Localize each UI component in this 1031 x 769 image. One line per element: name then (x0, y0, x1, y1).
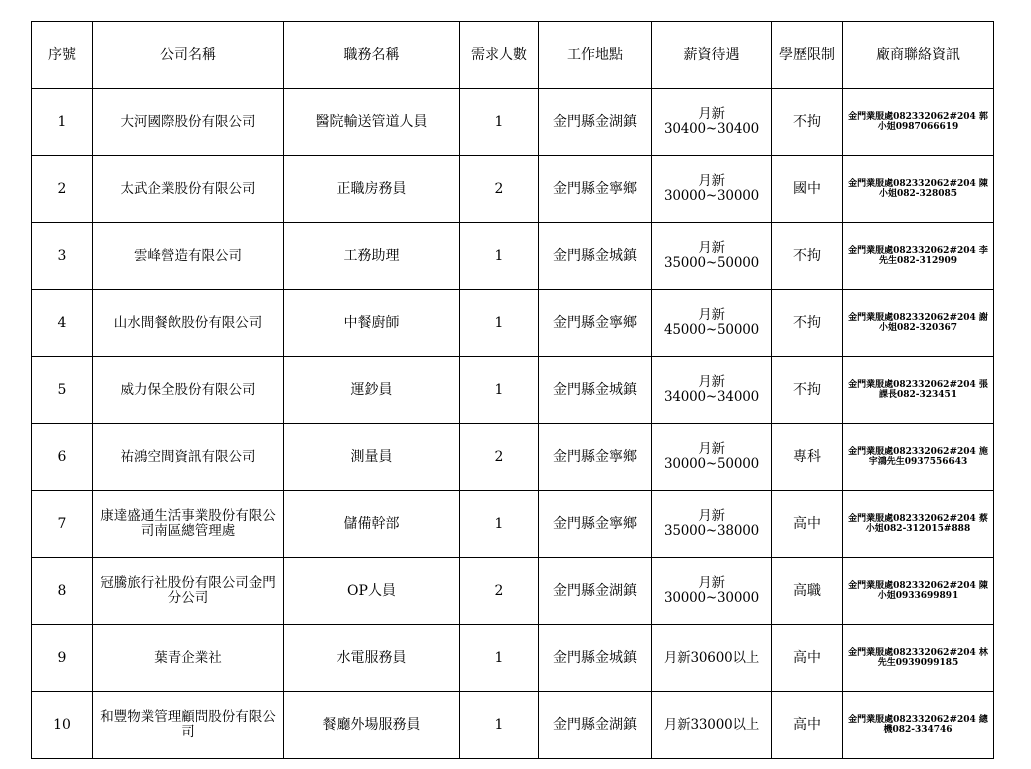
cell-no: 3 (32, 223, 93, 290)
header-position: 職務名稱 (284, 22, 460, 89)
cell-location: 金門縣金湖鎮 (539, 558, 652, 625)
cell-contact: 金門業服處082332062#204 陳小姐0933699891 (843, 558, 994, 625)
cell-salary: 月新34000~34000 (652, 357, 772, 424)
cell-no: 7 (32, 491, 93, 558)
header-headcount: 需求人數 (460, 22, 539, 89)
cell-no: 8 (32, 558, 93, 625)
cell-contact: 金門業服處082332062#204 林先生0939099185 (843, 625, 994, 692)
cell-location: 金門縣金城鎮 (539, 357, 652, 424)
cell-company: 雲峰營造有限公司 (93, 223, 284, 290)
cell-contact: 金門業服處082332062#204 陳小姐082-328085 (843, 156, 994, 223)
cell-education: 不拘 (772, 290, 843, 357)
cell-position: 餐廳外場服務員 (284, 692, 460, 759)
cell-no: 10 (32, 692, 93, 759)
cell-contact: 金門業服處082332062#204 謝小姐082-320367 (843, 290, 994, 357)
header-company: 公司名稱 (93, 22, 284, 89)
cell-headcount: 1 (460, 290, 539, 357)
table-row (32, 223, 994, 290)
cell-no: 5 (32, 357, 93, 424)
cell-salary: 月新30400~30400 (652, 89, 772, 156)
table-row (32, 491, 994, 558)
cell-headcount: 1 (460, 625, 539, 692)
cell-salary: 月新30000~30000 (652, 558, 772, 625)
cell-education: 高中 (772, 491, 843, 558)
cell-company: 太武企業股份有限公司 (93, 156, 284, 223)
cell-position: OP人員 (284, 558, 460, 625)
cell-salary: 月新35000~38000 (652, 491, 772, 558)
cell-education: 國中 (772, 156, 843, 223)
cell-company: 康達盛通生活事業股份有限公司南區總管理處 (93, 491, 284, 558)
cell-company: 大河國際股份有限公司 (93, 89, 284, 156)
cell-position: 正職房務員 (284, 156, 460, 223)
cell-no: 4 (32, 290, 93, 357)
cell-company: 山水間餐飲股份有限公司 (93, 290, 284, 357)
cell-headcount: 1 (460, 357, 539, 424)
header-location: 工作地點 (539, 22, 652, 89)
header-no: 序號 (32, 22, 93, 89)
cell-position: 運鈔員 (284, 357, 460, 424)
table-row (32, 156, 994, 223)
header-salary: 薪資待遇 (652, 22, 772, 89)
table-row (32, 692, 994, 759)
cell-education: 不拘 (772, 89, 843, 156)
cell-location: 金門縣金寧鄉 (539, 156, 652, 223)
cell-contact: 金門業服處082332062#204 施宇鴻先生0937556643 (843, 424, 994, 491)
cell-no: 2 (32, 156, 93, 223)
cell-headcount: 1 (460, 692, 539, 759)
table-row (32, 89, 994, 156)
cell-location: 金門縣金湖鎮 (539, 692, 652, 759)
cell-position: 中餐廚師 (284, 290, 460, 357)
table-row (32, 558, 994, 625)
cell-salary: 月新30000~50000 (652, 424, 772, 491)
cell-location: 金門縣金寧鄉 (539, 290, 652, 357)
cell-no: 6 (32, 424, 93, 491)
table-row (32, 357, 994, 424)
cell-location: 金門縣金湖鎮 (539, 89, 652, 156)
cell-position: 醫院輸送管道人員 (284, 89, 460, 156)
cell-headcount: 2 (460, 558, 539, 625)
cell-location: 金門縣金寧鄉 (539, 424, 652, 491)
cell-salary: 月新45000~50000 (652, 290, 772, 357)
table-row (32, 625, 994, 692)
cell-location: 金門縣金城鎮 (539, 223, 652, 290)
cell-company: 祐鴻空間資訊有限公司 (93, 424, 284, 491)
cell-headcount: 2 (460, 424, 539, 491)
cell-no: 1 (32, 89, 93, 156)
cell-education: 高中 (772, 692, 843, 759)
cell-education: 高職 (772, 558, 843, 625)
cell-location: 金門縣金寧鄉 (539, 491, 652, 558)
cell-headcount: 1 (460, 223, 539, 290)
table-header-row (32, 22, 994, 89)
table-row (32, 290, 994, 357)
cell-salary: 月新33000以上 (652, 692, 772, 759)
cell-contact: 金門業服處082332062#204 蔡小姐082-312015#888 (843, 491, 994, 558)
header-education: 學歷限制 (772, 22, 843, 89)
cell-headcount: 1 (460, 89, 539, 156)
cell-education: 專科 (772, 424, 843, 491)
cell-no: 9 (32, 625, 93, 692)
cell-headcount: 2 (460, 156, 539, 223)
cell-salary: 月新30000~30000 (652, 156, 772, 223)
table-row (32, 424, 994, 491)
cell-position: 工務助理 (284, 223, 460, 290)
cell-contact: 金門業服處082332062#204 李先生082-312909 (843, 223, 994, 290)
cell-location: 金門縣金城鎮 (539, 625, 652, 692)
cell-company: 葉青企業社 (93, 625, 284, 692)
cell-contact: 金門業服處082332062#204 總機082-334746 (843, 692, 994, 759)
cell-headcount: 1 (460, 491, 539, 558)
cell-company: 冠騰旅行社股份有限公司金門分公司 (93, 558, 284, 625)
cell-education: 不拘 (772, 357, 843, 424)
cell-salary: 月新35000~50000 (652, 223, 772, 290)
cell-salary: 月新30600以上 (652, 625, 772, 692)
cell-position: 測量員 (284, 424, 460, 491)
cell-company: 威力保全股份有限公司 (93, 357, 284, 424)
job-listing-table (31, 21, 994, 759)
cell-position: 儲備幹部 (284, 491, 460, 558)
cell-contact: 金門業服處082332062#204 郭小姐0987066619 (843, 89, 994, 156)
cell-position: 水電服務員 (284, 625, 460, 692)
cell-company: 和豐物業管理顧問股份有限公司 (93, 692, 284, 759)
cell-education: 不拘 (772, 223, 843, 290)
cell-education: 高中 (772, 625, 843, 692)
cell-contact: 金門業服處082332062#204 張課長082-323451 (843, 357, 994, 424)
header-contact: 廠商聯絡資訊 (843, 22, 994, 89)
